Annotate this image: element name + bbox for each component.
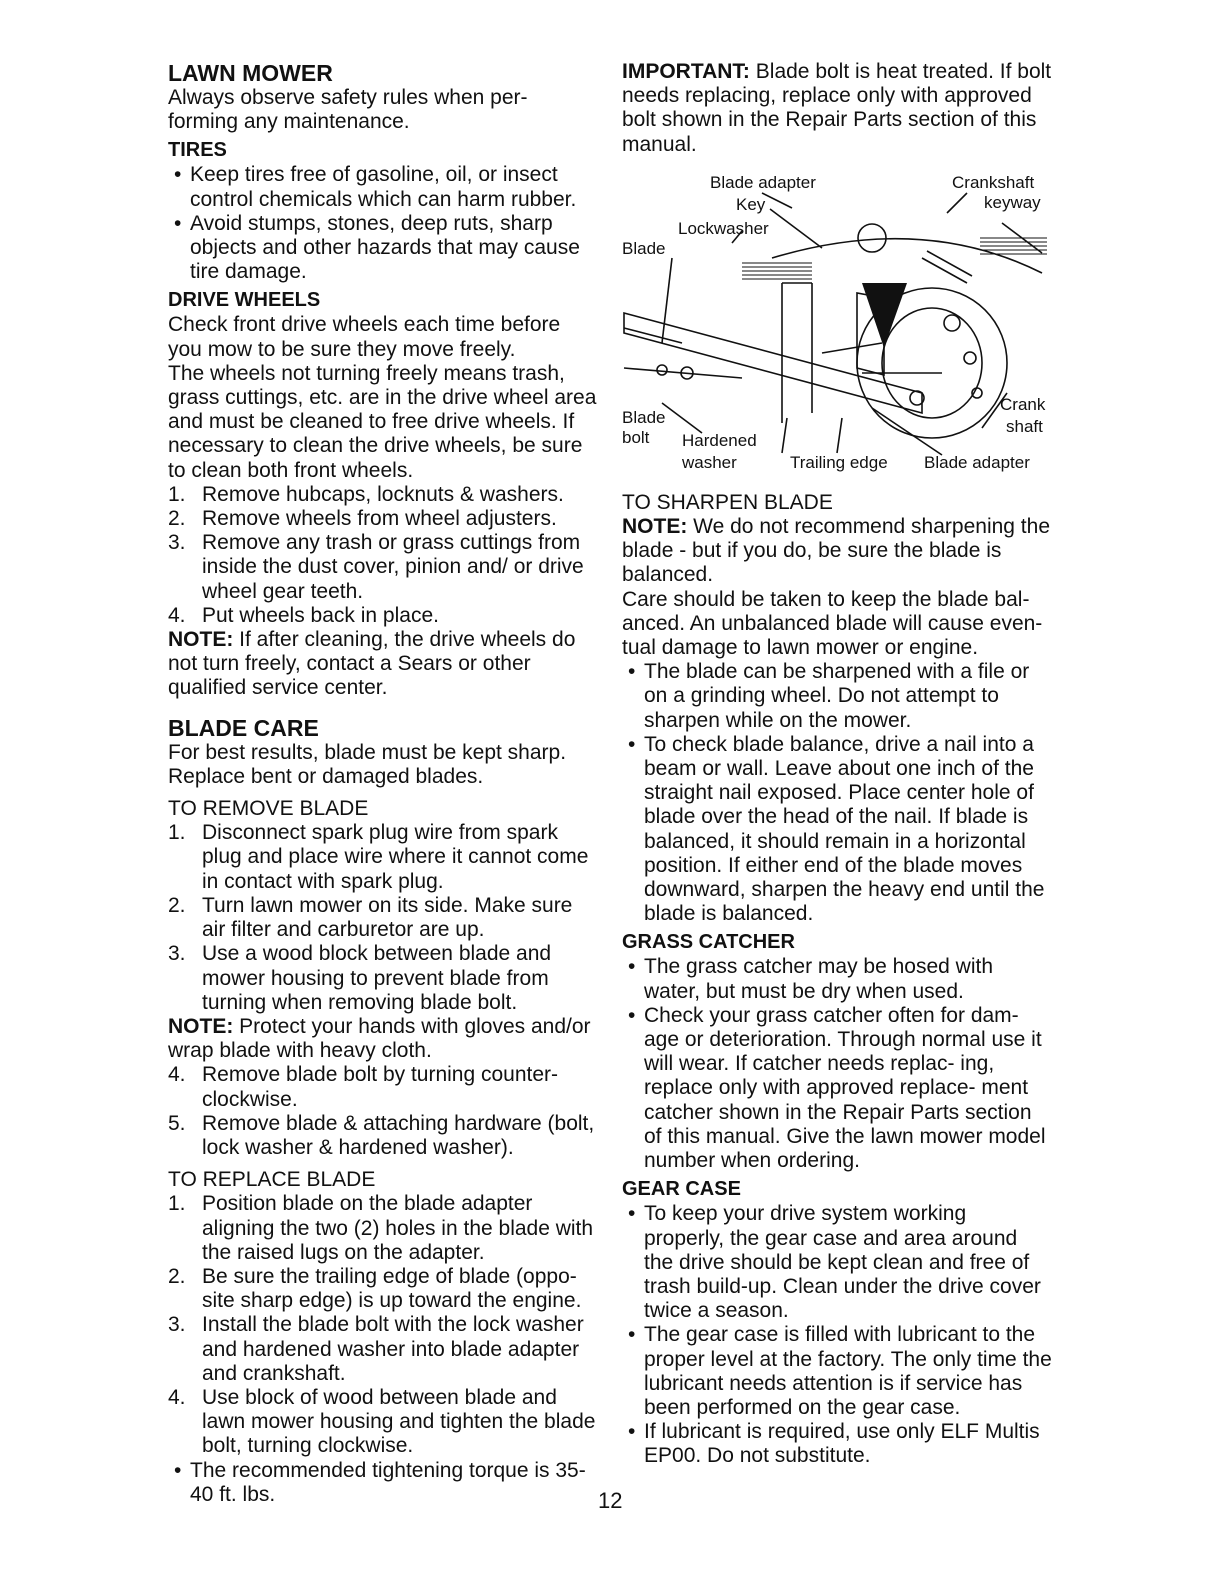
label-blade-adapter: Blade adapter bbox=[710, 172, 816, 192]
list-item: 3. Remove any trash or grass cuttings from inside the dust cover, pinion and/ or drive wheel gear teeth. bbox=[168, 531, 584, 603]
list-item: 2. Remove wheels from wheel adjusters. bbox=[168, 507, 557, 531]
gear-case-list bbox=[622, 1202, 1052, 1468]
list-item: 2. Be sure the trailing edge of blade (oppo- site sharp edge) is up toward the engine. bbox=[168, 1264, 582, 1313]
left-column bbox=[168, 60, 598, 1507]
list-item: • Check your grass catcher often for dam- age or deterioration. Through normal use it will wear. If catcher needs replac- ing, replace only with approved replace- ment catcher shown in the Repair Parts section of this manual. Give the lawn mower model number when ordering. bbox=[628, 1003, 1046, 1173]
remove-blade-heading: TO REMOVE BLADE bbox=[168, 797, 369, 821]
list-item: 4. Remove blade bolt by turning counter- clockwise. bbox=[168, 1063, 559, 1111]
replace-steps bbox=[168, 1192, 598, 1458]
list-item: • The grass catcher may be hosed with water, but must be dry when used. bbox=[628, 955, 994, 1003]
list-item: • The blade can be sharpened with a file or on a grinding wheel. Do not attempt to sharpen while on the mower. bbox=[628, 660, 1030, 732]
label-crankshaft-keyway-1: Crankshaft bbox=[952, 172, 1035, 192]
torque-list bbox=[168, 1459, 598, 1507]
drive-wheels-note: NOTE: If after cleaning, the drive wheels do not turn freely, contact a Sears or other qualified service center. bbox=[168, 628, 576, 700]
tires-heading: TIRES bbox=[168, 139, 227, 162]
list-item: • Avoid stumps, stones, deep ruts, sharp objects and other hazards that may cause tire damage. bbox=[174, 211, 580, 284]
lawn-mower-intro: Always observe safety rules when per- forming any maintenance. bbox=[168, 86, 528, 134]
remove-steps-a bbox=[168, 821, 598, 1015]
sharpen-blade-heading: TO SHARPEN BLADE bbox=[622, 490, 833, 514]
blade-assembly-diagram bbox=[622, 163, 1052, 483]
list-item: • To check blade balance, drive a nail into a beam or wall. Leave about one inch of the straight nail exposed. Place center hole of blade over the head of the nail. If blade is balanced, it should remain in a horizontal position. If either end of the blade moves downward, sharpen the heavy end until the blade is balanced. bbox=[628, 732, 1045, 926]
label-hardened-washer-1: Hardened bbox=[682, 430, 757, 450]
list-item: 2. Turn lawn mower on its side. Make sure air filter and carburetor are up. bbox=[168, 893, 573, 942]
bullet-icon: • bbox=[628, 1202, 636, 1226]
list-item: • The gear case is filled with lubricant to the proper level at the factory. The only time the lubricant needs attention is if service has been performed on the gear case. bbox=[628, 1323, 1052, 1419]
right-column bbox=[622, 60, 1052, 1469]
drive-wheels-para2: The wheels not turning freely means trash, grass cuttings, etc. are in the drive wheel area and must be cleaned to free drive wheels. If necessary to clean the drive wheels, be sure to clean both front wheels. bbox=[168, 361, 597, 482]
drive-wheels-heading: DRIVE WHEELS bbox=[168, 289, 321, 312]
remove-blade-note: NOTE: Protect your hands with gloves and/or wrap blade with heavy cloth. bbox=[168, 1014, 591, 1063]
list-item: 1. Disconnect spark plug wire from spark plug and place wire where it cannot come in contact with spark plug. bbox=[168, 821, 589, 893]
bullet-icon: • bbox=[174, 163, 182, 187]
label-trailing-edge: Trailing edge bbox=[790, 452, 888, 472]
list-item: 4. Use block of wood between blade and lawn mower housing and tighten the blade bolt, turning clockwise. bbox=[168, 1385, 596, 1458]
list-item: • The recommended tightening torque is 35-40 ft. lbs. bbox=[174, 1458, 586, 1506]
list-item: 4. Put wheels back in place. bbox=[168, 603, 439, 627]
bullet-icon: • bbox=[628, 660, 636, 684]
label-crankshaft-keyway-2: keyway bbox=[984, 192, 1041, 212]
label-crank-shaft-2: shaft bbox=[1006, 416, 1043, 436]
drive-wheels-steps bbox=[168, 483, 598, 628]
list-item: • Keep tires free of gasoline, oil, or insect control chemicals which can harm rubber. bbox=[174, 163, 577, 211]
blade-care-heading: BLADE CARE bbox=[168, 714, 319, 741]
list-item: 5. Remove blade & attaching hardware (bolt, lock washer & hardened washer). bbox=[168, 1111, 595, 1159]
gear-case-heading: GEAR CASE bbox=[622, 1178, 741, 1201]
replace-blade-heading: TO REPLACE BLADE bbox=[168, 1168, 376, 1192]
tires-list bbox=[168, 163, 598, 284]
label-key: Key bbox=[736, 194, 766, 214]
label-hardened-washer-2: washer bbox=[682, 452, 737, 472]
bullet-icon: • bbox=[174, 211, 182, 235]
label-lockwasher: Lockwasher bbox=[678, 218, 769, 238]
list-item: 1. Position blade on the blade adapter aligning the two (2) holes in the blade with the raised lugs on the adapter. bbox=[168, 1192, 594, 1264]
sharpen-list bbox=[622, 660, 1052, 926]
grass-catcher-list bbox=[622, 955, 1052, 1173]
label-blade-adapter-bottom: Blade adapter bbox=[924, 452, 1030, 472]
bullet-icon: • bbox=[628, 732, 636, 756]
drive-wheels-para1: Check front drive wheels each time before you mow to be sure they move freely. bbox=[168, 313, 561, 361]
label-blade-bolt-2: bolt bbox=[622, 427, 650, 447]
grass-catcher-heading: GRASS CATCHER bbox=[622, 931, 795, 954]
page-number: 12 bbox=[598, 1488, 623, 1513]
remove-steps-b bbox=[168, 1063, 598, 1160]
blade-care-intro: For best results, blade must be kept sharp. Replace bent or damaged blades. bbox=[168, 740, 567, 788]
list-item: • If lubricant is required, use only ELF Multis EP00. Do not substitute. bbox=[628, 1420, 1040, 1468]
bullet-icon: • bbox=[628, 1420, 636, 1444]
bullet-icon: • bbox=[628, 1323, 636, 1347]
bullet-icon: • bbox=[628, 955, 636, 979]
label-crank-shaft-1: Crank bbox=[1000, 394, 1046, 414]
sharpen-para: Care should be taken to keep the blade bal- anced. An unbalanced blade will cause even- tual damage to lawn mower or engine. bbox=[622, 587, 1043, 660]
label-blade-bolt-1: Blade bbox=[622, 407, 666, 427]
list-item: 1. Remove hubcaps, locknuts & washers. bbox=[168, 482, 564, 506]
list-item: • To keep your drive system working properly, the gear case and area around the drive should be kept clean and free of trash build-up. Clean under the drive cover twice a season. bbox=[628, 1202, 1041, 1323]
sharpen-note: NOTE: We do not recommend sharpening the blade - but if you do, be sure the blade is balanced. bbox=[622, 515, 1050, 587]
bullet-icon: • bbox=[628, 1003, 636, 1027]
list-item: 3. Install the blade bolt with the lock washer and hardened washer into blade adapter and crankshaft. bbox=[168, 1313, 584, 1385]
list-item: 3. Use a wood block between blade and mower housing to prevent blade from turning when removing blade bolt. bbox=[168, 942, 552, 1014]
important-note: IMPORTANT: Blade bolt is heat treated. If bolt needs replacing, replace only with approved bolt shown in the Repair Parts section of this manual. bbox=[622, 60, 1052, 156]
label-blade: Blade bbox=[622, 238, 666, 258]
lawn-mower-heading: LAWN MOWER bbox=[168, 60, 333, 86]
bullet-icon: • bbox=[174, 1458, 182, 1482]
